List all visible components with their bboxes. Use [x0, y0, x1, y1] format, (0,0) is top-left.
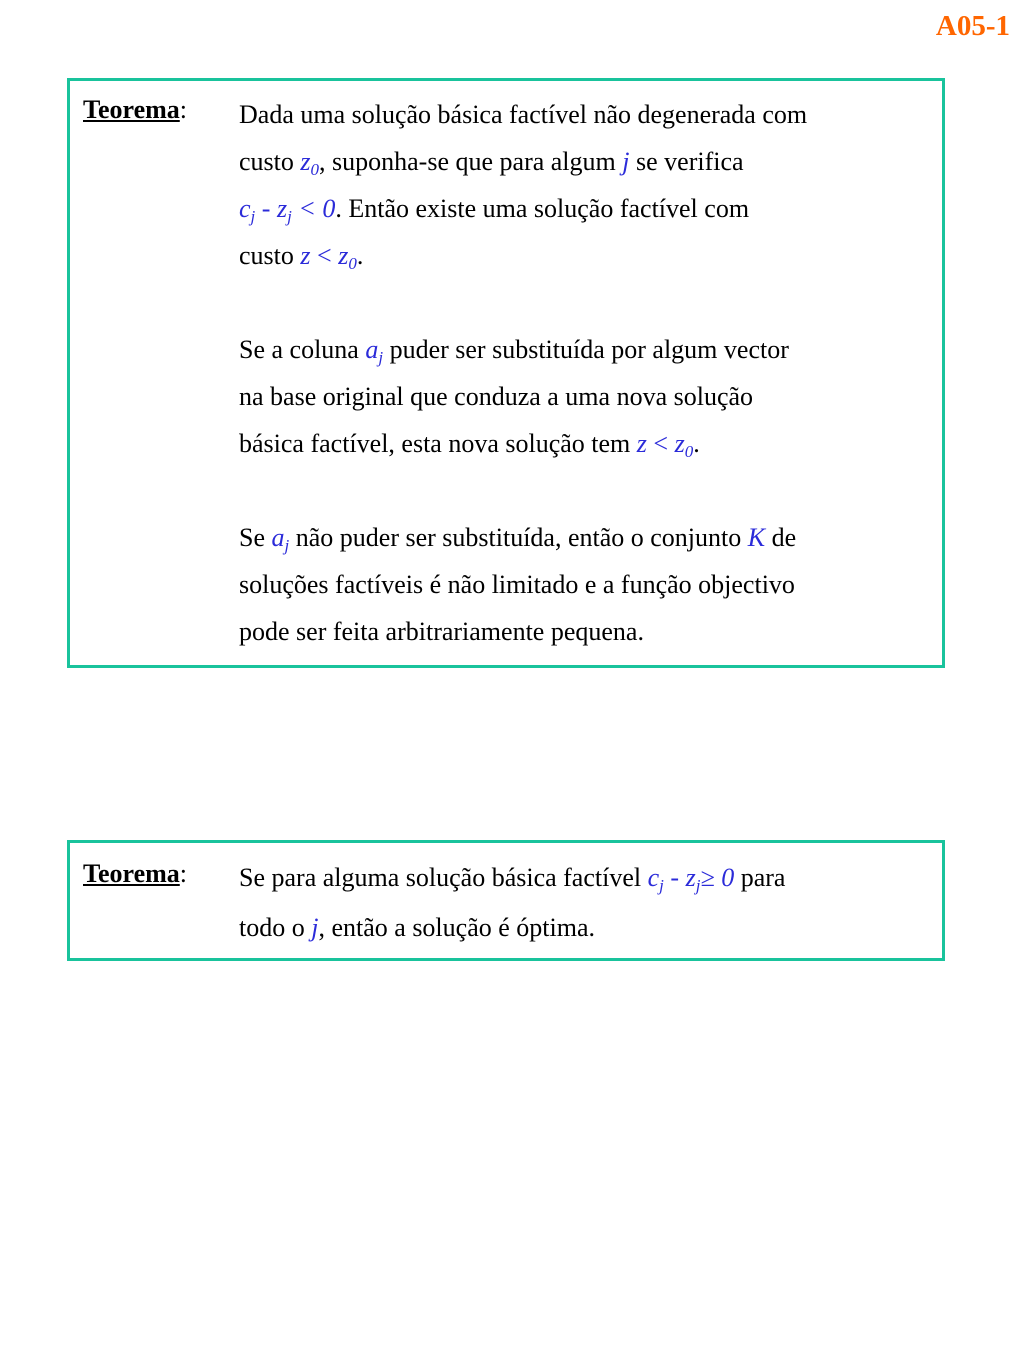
math-z: z [300, 147, 311, 176]
math-z: z [276, 194, 288, 223]
theorem-box-2 [67, 840, 945, 961]
paragraph-gap [239, 467, 929, 514]
text: na base original que conduza a uma nova solução [239, 382, 754, 411]
theorem-label [83, 859, 187, 889]
text: para [734, 863, 786, 892]
text: , suponha-se que para algum [319, 147, 623, 176]
text: pode ser feita arbitrariamente pequena. [239, 617, 644, 646]
text: todo o [239, 913, 312, 942]
math-j: j [622, 147, 630, 176]
text: soluções factíveis é não limitado e a função objectivo [239, 570, 795, 599]
math-z: z [636, 429, 647, 458]
math-minus: - [663, 863, 686, 892]
math-z: z [674, 429, 685, 458]
text: custo [239, 241, 301, 270]
math-K: K [747, 523, 766, 552]
text: . [693, 429, 700, 458]
math-z: z [300, 241, 311, 270]
math-z: z [685, 863, 696, 892]
theorem-label-colon: : [179, 95, 187, 124]
text: básica factível, esta nova solução tem [239, 429, 637, 458]
theorem-label-text: Teorema [83, 95, 180, 124]
math-subscript: j [659, 876, 664, 895]
math-c: c [647, 863, 660, 892]
math-j: j [311, 913, 319, 942]
math-subscript: j [287, 207, 292, 226]
theorem-content [239, 91, 929, 655]
text: . Então existe uma solução factível com [335, 194, 750, 223]
math-c: c [239, 194, 251, 223]
theorem1-paragraph-1 [239, 91, 929, 279]
math-subscript: j [250, 207, 256, 226]
math-a: a [365, 335, 379, 364]
math-z: z [338, 241, 349, 270]
theorem-label-text: Teorema [83, 859, 180, 888]
math-a: a [271, 523, 285, 552]
paragraph-gap [239, 279, 929, 326]
math-lt-zero: < 0 [291, 194, 336, 223]
math-subscript: 0 [348, 254, 357, 273]
text: Se [239, 523, 272, 552]
theorem-content [239, 853, 929, 953]
theorem2-paragraph [239, 853, 929, 953]
text: . [356, 241, 364, 270]
text: Se a coluna [239, 335, 366, 364]
text: , então a solução é óptima. [318, 913, 595, 942]
text: custo [239, 147, 301, 176]
text: Dada uma solução básica factível não degenerada com [239, 100, 808, 129]
math-lt: < [646, 429, 675, 458]
math-subscript: j [378, 348, 384, 367]
math-ge-zero: ≥ 0 [700, 863, 735, 892]
theorem1-paragraph-3 [239, 514, 929, 655]
theorem-label [83, 95, 187, 125]
math-lt: < [310, 241, 339, 270]
text: Se para alguma solução básica factível [239, 863, 648, 892]
text: puder ser substituída por algum vector [383, 335, 789, 364]
theorem1-paragraph-2 [239, 326, 929, 467]
text: se verifica [629, 147, 744, 176]
text: não puder ser substituída, então o conjunto [289, 523, 748, 552]
page-id: A05-1 [935, 10, 1010, 42]
text: de [765, 523, 797, 552]
math-subscript: 0 [310, 160, 320, 179]
math-subscript: j [695, 876, 701, 895]
math-subscript: j [284, 536, 290, 555]
math-subscript: 0 [684, 442, 694, 461]
theorem-box-1 [67, 78, 945, 668]
theorem-label-colon: : [179, 859, 187, 888]
math-minus: - [255, 194, 277, 223]
